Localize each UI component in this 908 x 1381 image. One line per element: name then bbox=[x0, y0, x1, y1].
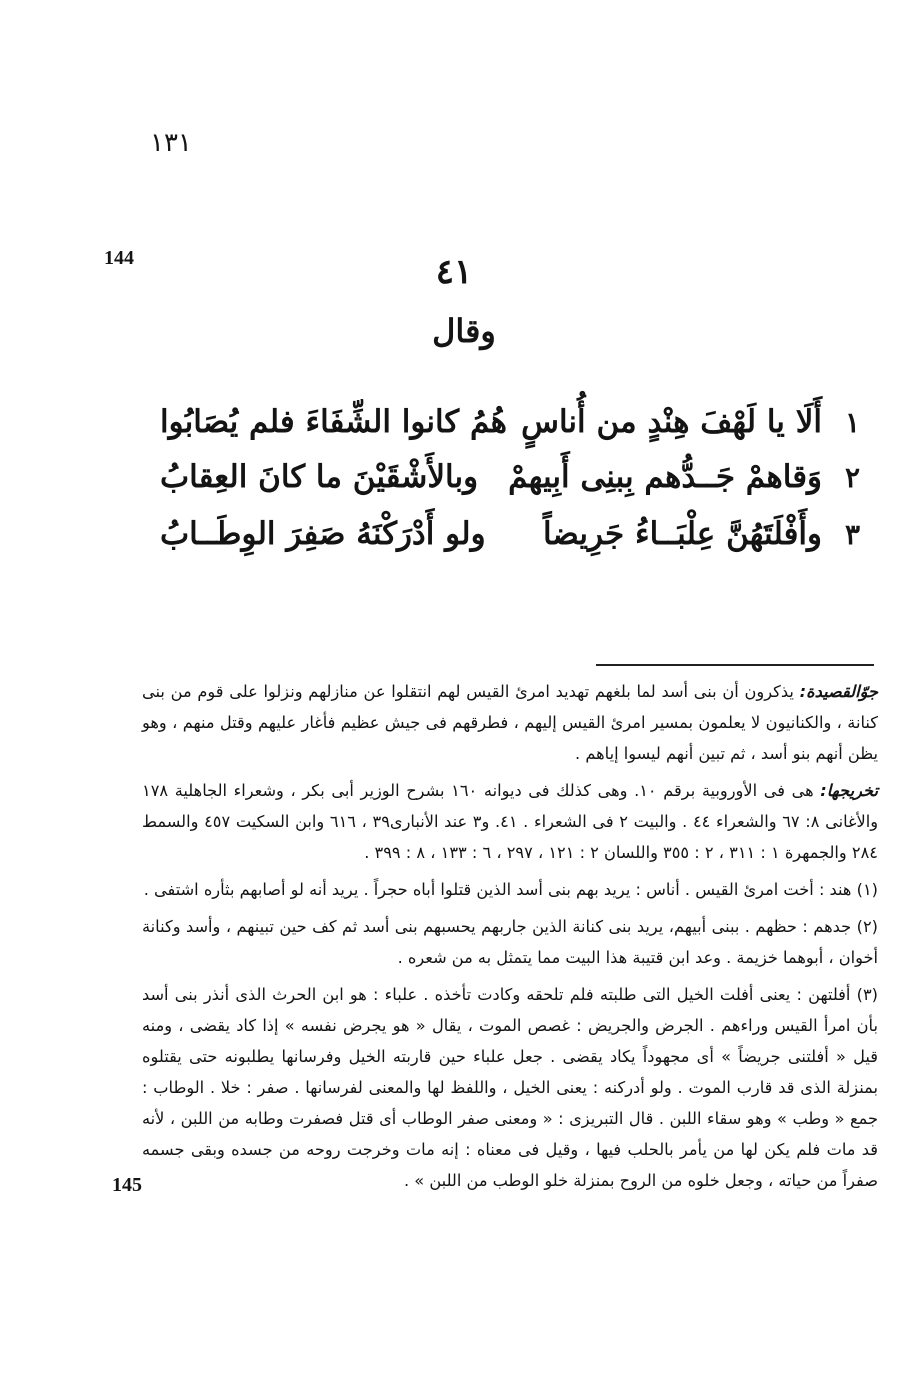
sources-text: هى فى الأوروبية برقم ١٠. وهى كذلك فى ديوانه ١٦٠ بشرح الوزير أبى بكر ، وشعراء الجاهلية ١٧٨ والأغانى ٨: ٦٧ والشعراء ٤٤ . والبيت ٢ فى الشعراء . ٤١. و٣ عند الأنبارى٣٩ ، ٦١٦ وابن السكيت ٤٥٧ والسمط ٢٨٤ والجمهرة ١ : ٣١١ ، ٢ : ٣٥٥ واللسان ٢ : ١٢١ ، ٢٩٧ ، ٦ : ١٣٣ ، ٨ : ٣٩٩ . bbox=[142, 781, 879, 862]
footnotes-block bbox=[142, 676, 878, 1196]
footnote-1-marker: (١) bbox=[856, 880, 878, 899]
footnote-2-marker: (٢) bbox=[856, 917, 878, 936]
footnote-1 bbox=[142, 874, 878, 905]
sources-label: تخريجها: bbox=[820, 781, 878, 800]
verse-second-hemistich: هُمُ كانوا الشِّفَاءَ فلم يُصَابُوا bbox=[160, 404, 507, 440]
footnote-2-text: جدهم : حظهم . ببنى أبيهم، يريد بنى كنانة الذين جاربهم يحسبهم بنى أسد ثم كف حين تبينهم ، وأسد وكنانة أخوان ، أبوهما خزيمة . وعد ابن قتيبة هذا البيت مما يتمثل به من شعره . bbox=[142, 917, 878, 967]
margin-page-number-bottom: 145 bbox=[112, 1174, 142, 1196]
footnote-1-text: هند : أخت امرئ القيس . أناس : يريد بهم بنى أسد الذين قتلوا أباه حجراً . يريد أنه لو أصابهم بثأره اشتفى . bbox=[143, 880, 852, 899]
poem-number: ٤١ bbox=[435, 252, 473, 292]
verse-first-hemistich: وأَفْلَتَهُنَّ عِلْبَــاءُ جَرِيضاً bbox=[542, 516, 822, 552]
margin-page-number-top: 144 bbox=[104, 247, 134, 269]
verse-row bbox=[160, 514, 860, 566]
sources-note bbox=[142, 775, 878, 868]
verse-number: ١ bbox=[844, 406, 860, 439]
poem-occasion-text: يذكرون أن بنى أسد لما بلغهم تهديد امرئ القيس لهم انتقلوا عن منازلهم ونزلوا على قوم من بنى كنانة ، والكنانيون لا يعلمون بمسير امرئ القيس إليهم ، فطرقهم فى جيش عظيم فأغار عليهم وقتل منهم ، وهو يظن أنهم بنو أسد ، ثم تبين أنهم ليسوا إياهم . bbox=[142, 682, 878, 763]
verse-row bbox=[160, 457, 860, 509]
poem-occasion-label: جوّالقصيدة: bbox=[799, 682, 878, 701]
footnote-3 bbox=[142, 979, 878, 1196]
verse-second-hemistich: ولو أَدْرَكْنَهُ صَفِرَ الوِطَــابُ bbox=[160, 516, 486, 552]
footnote-separator bbox=[596, 664, 874, 666]
verse-number: ٣ bbox=[844, 518, 860, 551]
verse-row bbox=[160, 402, 860, 454]
footnote-2 bbox=[142, 911, 878, 973]
footnote-3-marker: (٣) bbox=[856, 985, 878, 1004]
poem-heading: وقال bbox=[432, 312, 496, 350]
verse-first-hemistich: أَلَا يا لَهْفَ هِنْدٍ من أُناسٍ bbox=[521, 404, 822, 440]
verse-first-hemistich: وَقاهمْ جَــدُّهم بِبنِى أَبِيهمْ bbox=[508, 459, 822, 495]
footnote-3-text: أفلتهن : يعنى أفلت الخيل التى طلبته فلم تلحقه وكادت تأخذه . علباء : هو ابن الحرث الذى أنذر بنى أسد بأن امرأ القيس وراءهم . الجرض والجريض : غصص الموت ، يقال « هو يجرض نفسه » إذا كاد يقضى ، ومنه قيل « أفلتنى جريضاً » أى مجهوداً يكاد يقضى . جعل علباء حين قاربته الخيل وفرسانها يطلبونه حتى يقتلوه بمنزلة الذى قد قارب الموت . ولو أدركنه : يعنى الخيل ، واللفظ لها والمعنى لفرسانها . صفر : خلا . الوطاب : جمع « وطب » وهو سقاء اللبن . قال التبريزى : « ومعنى صفر الوطاب أى قتل فصفرت وطابه من اللبن ، لأنه قد مات فلم يكن لها من يأمر بالحلب فيها ، وقيل فى معناه : إنه مات وخرجت روحه من جسده وبقى جسمه صفراً من حياته ، وجعل خلوه من الروح بمنزلة خلو الوطب من اللبن » . bbox=[142, 985, 878, 1190]
poem-occasion-note bbox=[142, 676, 878, 769]
verse-second-hemistich: وبالأَشْقَيْنَ ما كانَ العِقابُ bbox=[160, 459, 479, 495]
verse-number: ٢ bbox=[844, 461, 860, 494]
page-number-arabic: ١٣١ bbox=[150, 128, 192, 158]
